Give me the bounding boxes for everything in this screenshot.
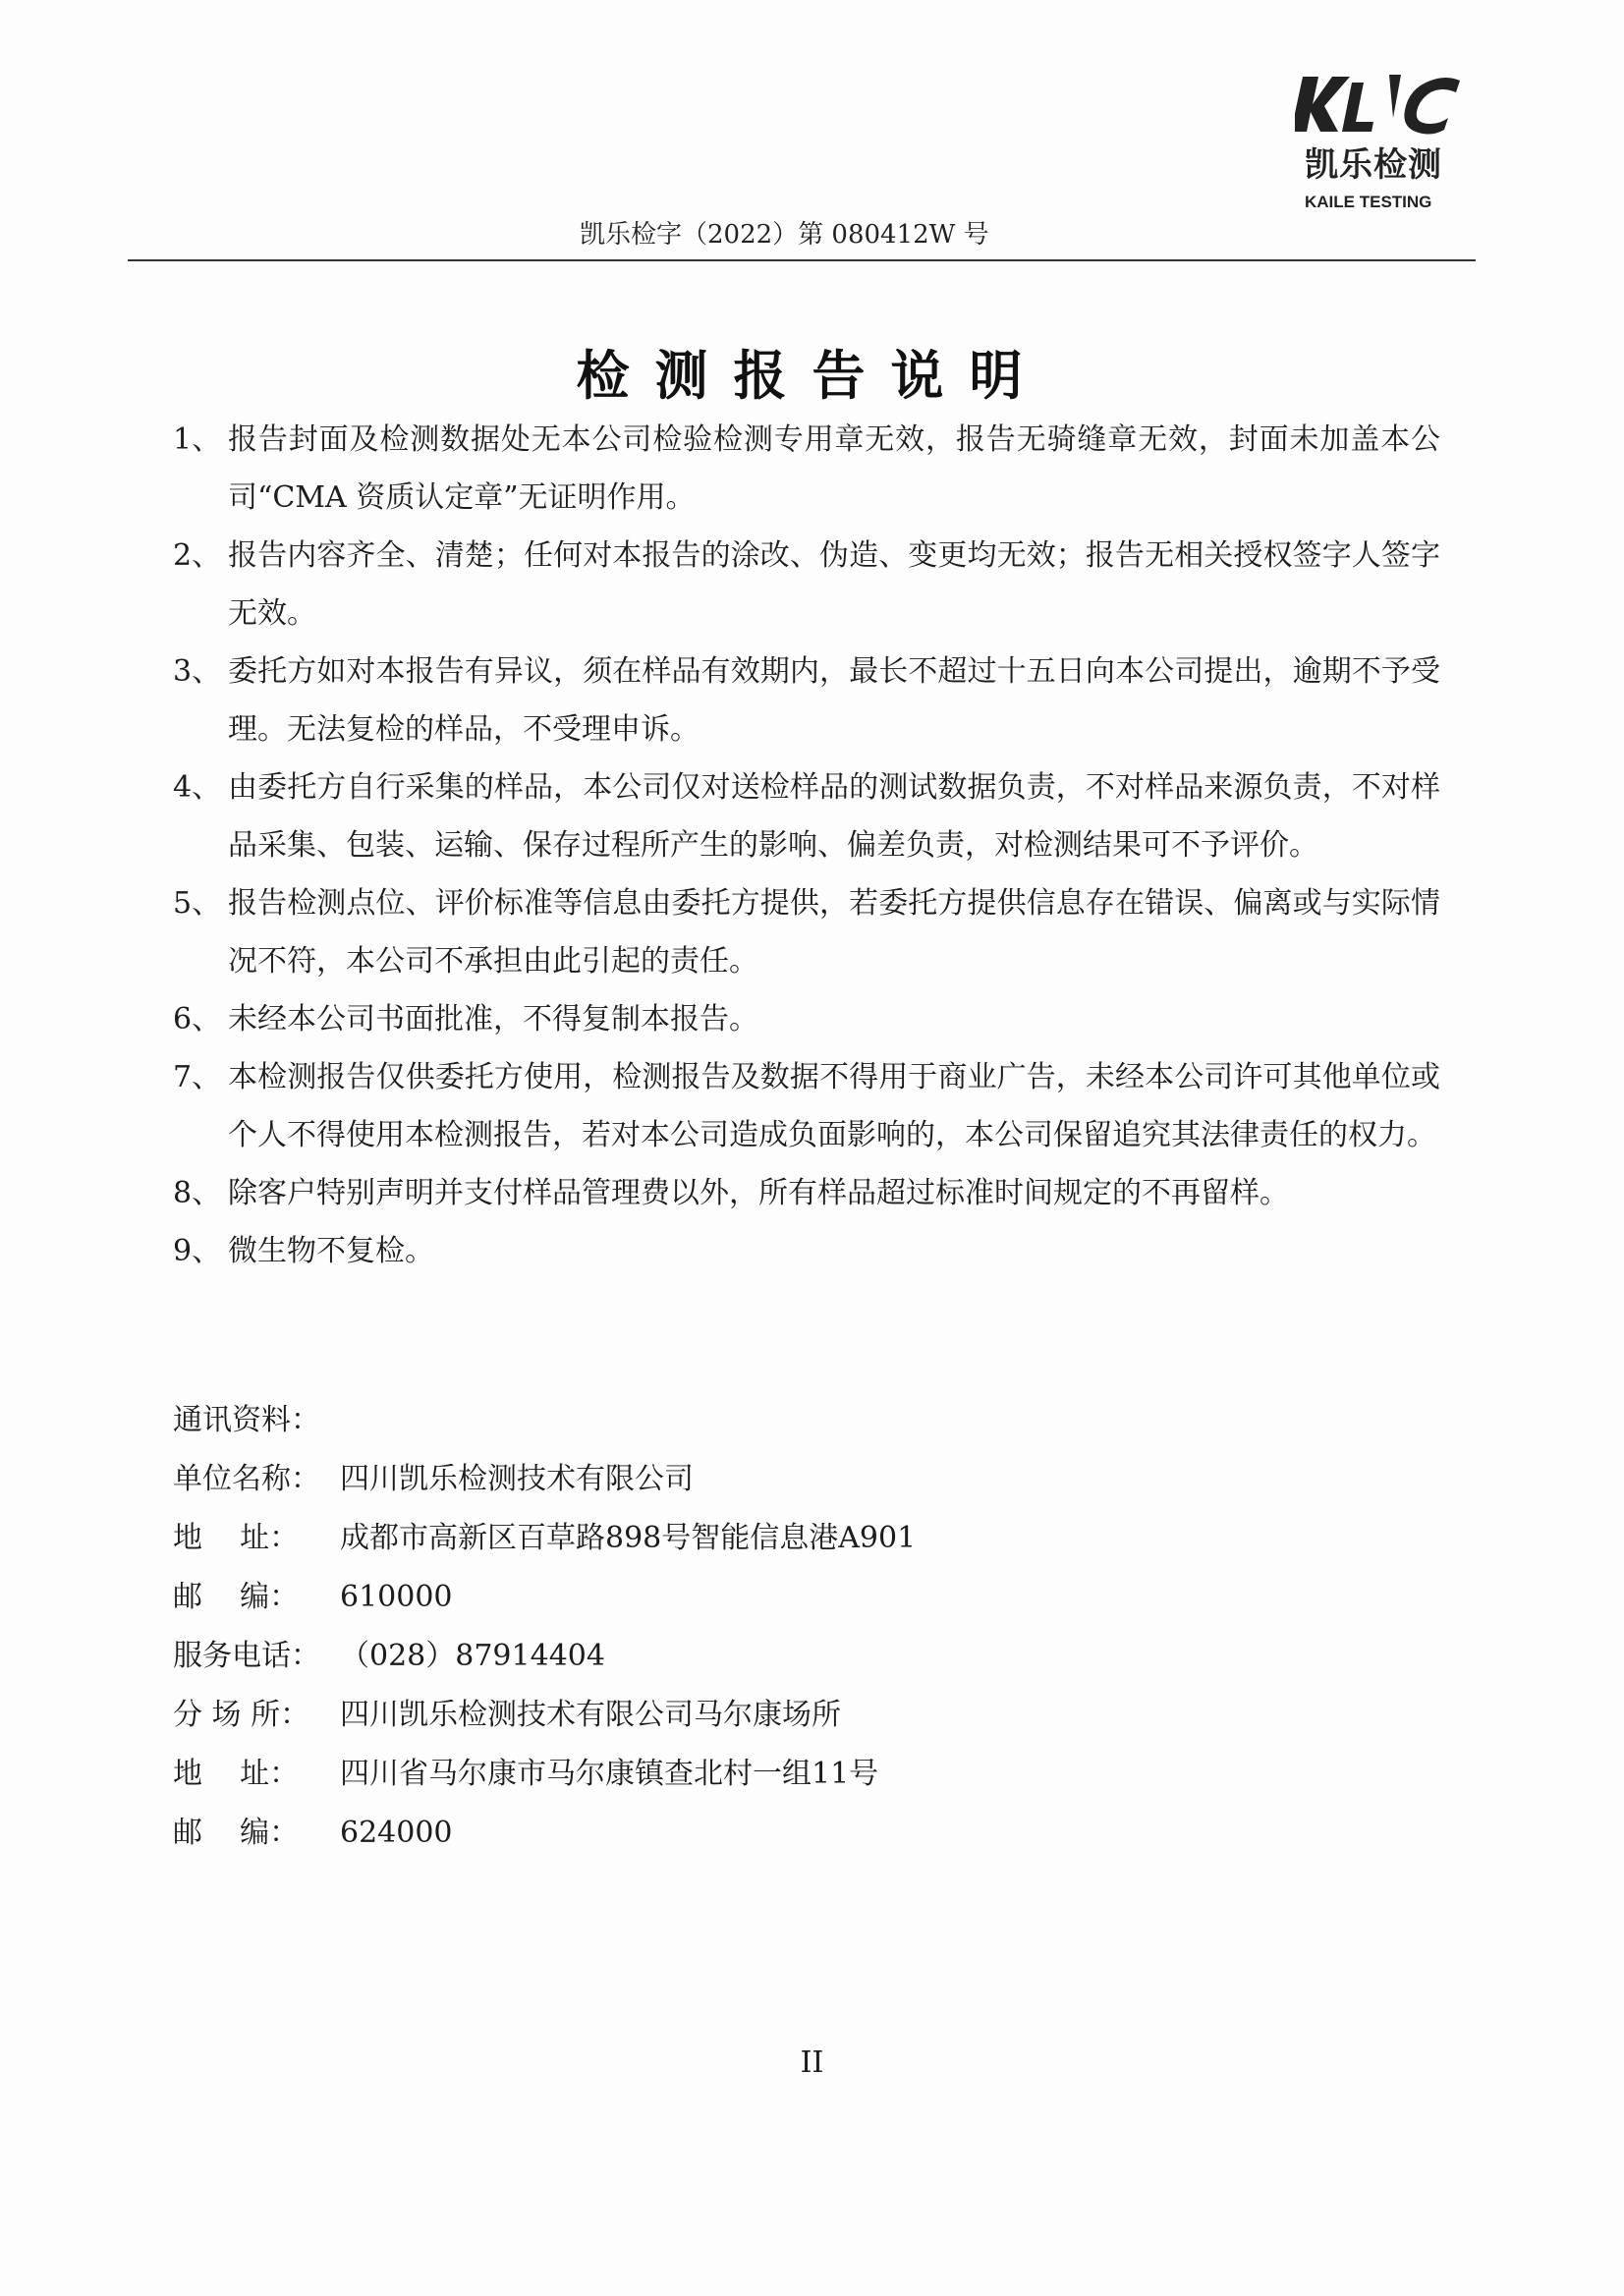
contact-value: 610000 (340, 1580, 453, 1614)
clause-item (173, 1222, 1440, 1280)
clause-item (173, 643, 1440, 758)
clause-number: 8、 (173, 1176, 222, 1210)
clause-item (173, 874, 1440, 990)
contact-row (173, 1568, 1352, 1627)
contact-label: 地 址： (173, 1757, 300, 1791)
kljc-logo-mark (1295, 69, 1462, 138)
contact-value: 成都市高新区百草路898号智能信息港A901 (340, 1521, 917, 1555)
contact-label: 地 址： (173, 1521, 300, 1555)
clause-text: 报告封面及检测数据处无本公司检验检测专用章无效，报告无骑缝章无效，封面未加盖本公司“CMA 资质认定章”无证明作用。 (228, 422, 1440, 515)
clause-number: 6、 (173, 1002, 222, 1036)
clause-text: 未经本公司书面批准，不得复制本报告。 (228, 1002, 758, 1036)
contact-row (173, 1804, 1352, 1863)
logo-english-name: KAILE TESTING (1305, 193, 1432, 211)
page-title: 检测报告说明 (576, 345, 1048, 407)
clause-item (173, 527, 1440, 643)
report-number: 凯乐检字（2022）第 080412W 号 (580, 220, 989, 250)
clause-text: 报告内容齐全、清楚；任何对本报告的涂改、伪造、变更均无效；报告无相关授权签字人签字无效。 (228, 538, 1440, 631)
contact-value: 624000 (340, 1816, 453, 1850)
contact-label: 分 场 所： (173, 1698, 310, 1732)
clause-number: 1、 (173, 422, 222, 457)
clause-text: 委托方如对本报告有异议，须在样品有效期内，最长不超过十五日向本公司提出，逾期不予受理。无法复检的样品，不受理申诉。 (228, 654, 1440, 747)
contact-value: 四川凯乐检测技术有限公司 (340, 1462, 694, 1496)
contact-label: 邮 编： (173, 1816, 300, 1850)
clause-item (173, 1048, 1440, 1164)
clause-number: 2、 (173, 538, 222, 573)
clause-number: 9、 (173, 1234, 222, 1268)
contact-label: 单位名称： (173, 1462, 320, 1496)
contact-row (173, 1686, 1352, 1745)
clause-text: 除客户特别声明并支付样品管理费以外，所有样品超过标准时间规定的不再留样。 (228, 1176, 1289, 1210)
contact-row (173, 1627, 1352, 1686)
contact-label: 服务电话： (173, 1639, 320, 1673)
clause-text: 报告检测点位、评价标准等信息由委托方提供，若委托方提供信息存在错误、偏离或与实际情况不符，本公司不承担由此引起的责任。 (228, 886, 1440, 979)
contact-heading: 通讯资料： (173, 1403, 320, 1437)
clause-text: 微生物不复检。 (228, 1234, 434, 1268)
contact-rows (173, 1450, 1352, 1863)
clause-item (173, 990, 1440, 1048)
header-divider (128, 259, 1476, 261)
clause-number: 7、 (173, 1060, 222, 1094)
clause-item (173, 1164, 1440, 1222)
logo-chinese-name: 凯乐检测 (1305, 145, 1442, 185)
contact-row (173, 1450, 1352, 1509)
clause-number: 3、 (173, 654, 222, 689)
page-number: II (800, 2045, 824, 2080)
company-logo (1277, 69, 1474, 216)
clause-item (173, 411, 1440, 527)
clause-number: 4、 (173, 770, 222, 805)
contact-label: 邮 编： (173, 1580, 300, 1614)
contact-row (173, 1509, 1352, 1568)
contact-value: 四川凯乐检测技术有限公司马尔康场所 (340, 1698, 841, 1732)
clause-text: 本检测报告仅供委托方使用，检测报告及数据不得用于商业广告，未经本公司许可其他单位或个人不得使用本检测报告，若对本公司造成负面影响的，本公司保留追究其法律责任的权力。 (228, 1060, 1440, 1152)
contact-value: （028）87914404 (340, 1639, 605, 1673)
clause-list (173, 411, 1440, 1280)
clause-item (173, 758, 1440, 874)
clause-number: 5、 (173, 886, 222, 921)
contact-value: 四川省马尔康市马尔康镇查北村一组11号 (340, 1757, 879, 1791)
clause-text: 由委托方自行采集的样品，本公司仅对送检样品的测试数据负责，不对样品来源负责，不对样品采集、包装、运输、保存过程所产生的影响、偏差负责，对检测结果可不予评价。 (228, 770, 1440, 863)
contact-row (173, 1745, 1352, 1804)
contact-section (173, 1391, 1352, 1863)
